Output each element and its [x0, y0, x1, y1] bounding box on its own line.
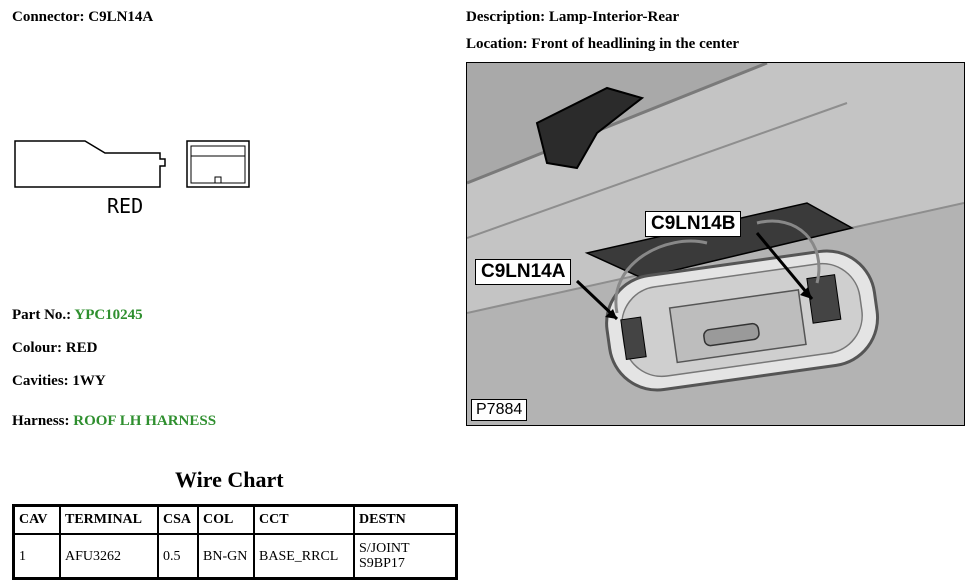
harness-field [12, 413, 216, 430]
callout-c9ln14b: C9LN14B [645, 211, 741, 237]
headlining-illustration [467, 63, 964, 425]
sketch-color-text: RED [107, 194, 144, 218]
wire-chart-table [12, 504, 458, 580]
colour-value: RED [65, 340, 98, 356]
part-no-field [12, 307, 143, 324]
cell-destn: S/JOINT S9BP17 [354, 534, 457, 579]
location-photo [466, 62, 965, 426]
description-field [466, 9, 679, 26]
harness-value: ROOF LH HARNESS [73, 413, 217, 429]
wire-chart-title: Wire Chart [175, 467, 284, 492]
photo-code: P7884 [471, 399, 527, 421]
cell-csa: 0.5 [158, 534, 198, 579]
cell-cct: BASE_RRCL [254, 534, 354, 579]
cell-terminal: AFU3262 [60, 534, 158, 579]
location-field [466, 36, 739, 53]
cell-cav: 1 [14, 534, 61, 579]
connector-sketch [10, 135, 260, 225]
connector-value: C9LN14A [88, 9, 154, 25]
cell-col: BN-GN [198, 534, 254, 579]
description-value: Lamp-Interior-Rear [548, 9, 680, 25]
location-label: Location: [466, 36, 528, 52]
cavities-label: Cavities: [12, 373, 69, 389]
part-no-value: YPC10245 [74, 307, 143, 323]
cavities-field [12, 373, 106, 390]
colour-label: Colour: [12, 340, 62, 356]
header-col: COL [198, 506, 254, 535]
header-terminal: TERMINAL [60, 506, 158, 535]
connector-field [12, 9, 153, 26]
connector-side-outline [15, 141, 165, 187]
connector-label: Connector: [12, 9, 85, 25]
table-row [14, 534, 457, 579]
header-destn: DESTN [354, 506, 457, 535]
header-csa: CSA [158, 506, 198, 535]
header-cav: CAV [14, 506, 61, 535]
header-cct: CCT [254, 506, 354, 535]
location-value: Front of headlining in the center [531, 36, 740, 52]
cavities-value: 1WY [72, 373, 106, 389]
colour-field [12, 340, 97, 357]
description-label: Description: [466, 9, 546, 25]
wire-chart-header-row [14, 506, 457, 535]
connector-face-outline [187, 141, 249, 187]
part-no-label: Part No.: [12, 307, 72, 323]
harness-label: Harness: [12, 413, 70, 429]
callout-c9ln14a: C9LN14A [475, 259, 571, 285]
